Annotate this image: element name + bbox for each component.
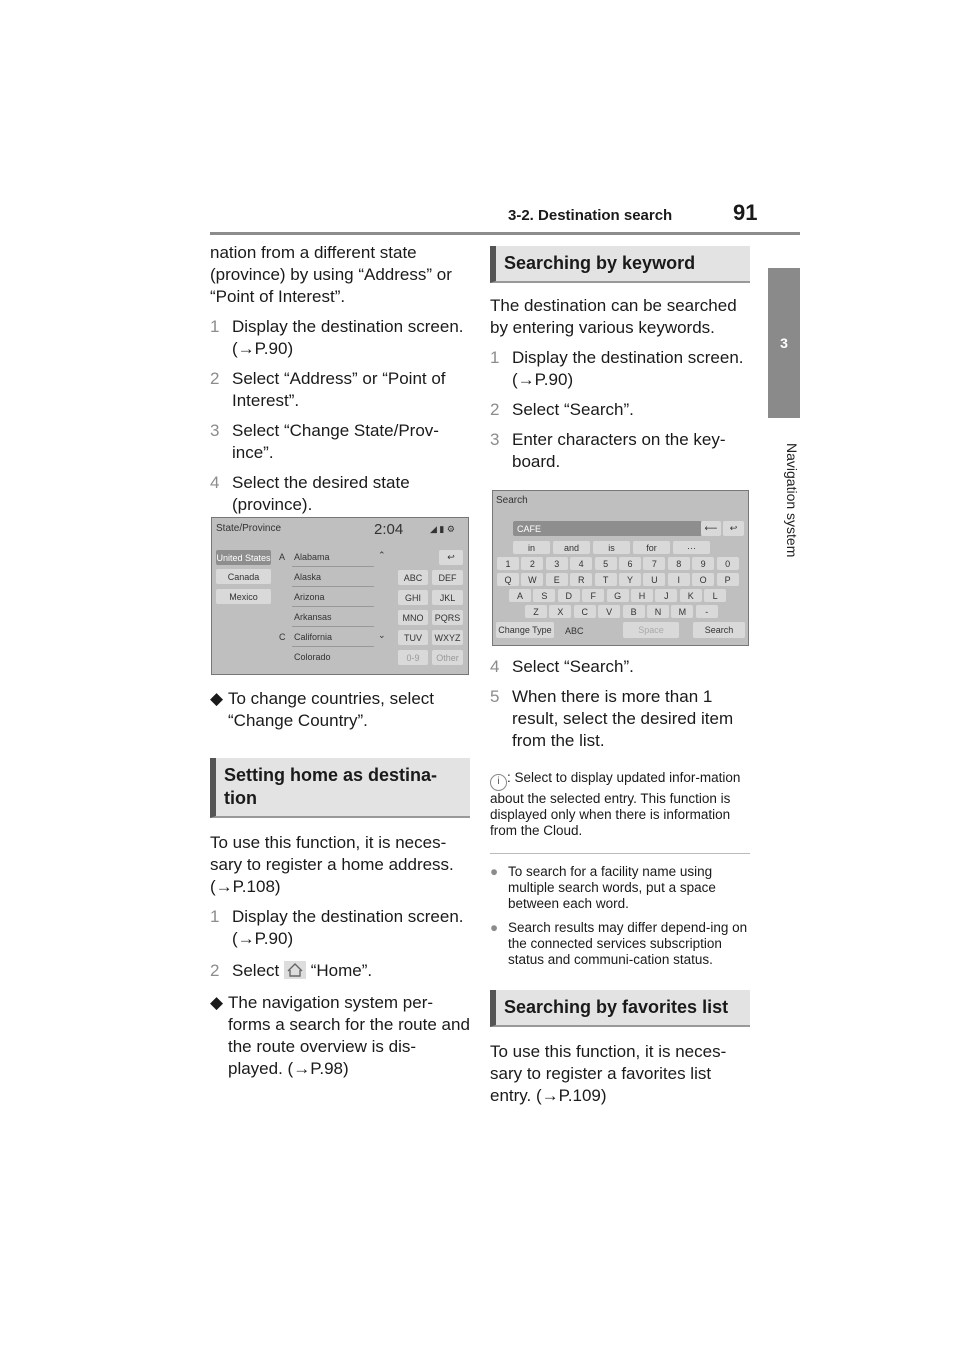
step: 1 Display the destination screen. (→P.90) xyxy=(210,317,464,358)
suggestion[interactable]: and xyxy=(553,541,590,554)
step: 5 When there is more than 1 result, select the desired item from the list. xyxy=(490,687,734,750)
key-J[interactable]: J xyxy=(655,589,677,602)
key-L[interactable]: L xyxy=(704,589,726,602)
right-column-lower xyxy=(490,648,750,1107)
key-V[interactable]: V xyxy=(598,605,620,618)
state-item[interactable]: Alabama xyxy=(294,552,330,562)
key-I[interactable]: I xyxy=(668,573,690,586)
key-T[interactable]: T xyxy=(595,573,617,586)
key-U[interactable]: U xyxy=(643,573,665,586)
section-heading: Searching by favorites list xyxy=(490,990,750,1027)
header-rule xyxy=(210,232,800,235)
step: 2 Select “Home”. xyxy=(210,961,373,980)
state-item[interactable]: Arkansas xyxy=(294,612,332,622)
divider xyxy=(490,853,750,854)
key-pqrs[interactable]: PQRS xyxy=(432,610,463,625)
info-icon: i xyxy=(490,774,507,791)
key-R[interactable]: R xyxy=(570,573,592,586)
key-P[interactable]: P xyxy=(717,573,739,586)
step: 2 Select “Search”. xyxy=(490,400,634,419)
key-def[interactable]: DEF xyxy=(432,570,463,585)
letter-c: C xyxy=(279,632,286,642)
key-W[interactable]: W xyxy=(521,573,543,586)
page-number: 91 xyxy=(733,200,758,225)
section-heading: Searching by keyword xyxy=(490,246,750,283)
input-mode-label: ABC xyxy=(565,626,584,636)
key-8[interactable]: 8 xyxy=(668,557,690,570)
key-D[interactable]: D xyxy=(558,589,580,602)
step: 1 Display the destination screen. (→P.90) xyxy=(210,907,464,948)
change-type-button[interactable]: Change Type xyxy=(496,622,554,638)
space-button[interactable]: Space xyxy=(623,622,679,638)
chapter-tab: 3 xyxy=(768,268,800,418)
keyword-intro: The destination can be searched by entering various keywords. xyxy=(490,296,737,337)
key-O[interactable]: O xyxy=(692,573,714,586)
key-tuv[interactable]: TUV xyxy=(398,630,428,645)
key-K[interactable]: K xyxy=(680,589,702,602)
country-mexico[interactable]: Mexico xyxy=(216,589,271,604)
state-item[interactable]: Alaska xyxy=(294,572,322,582)
search-button[interactable]: Search xyxy=(693,622,745,638)
key-other[interactable]: Other xyxy=(432,650,463,665)
note-item: ● Search results may differ depend-ing on the connected services subscription status and communi-cation status. xyxy=(490,919,748,967)
key-N[interactable]: N xyxy=(647,605,669,618)
suggestion[interactable]: in xyxy=(513,541,550,554)
info-note: i : Select to display updated infor-mation about the selected entry. This function is displayed only when there is information from the Cloud. xyxy=(490,770,741,838)
left-column xyxy=(210,242,470,516)
step: 2 Select “Address” or “Point of Interest”. xyxy=(210,369,446,410)
key-2[interactable]: 2 xyxy=(521,557,543,570)
key-4[interactable]: 4 xyxy=(570,557,592,570)
key-Y[interactable]: Y xyxy=(619,573,641,586)
step: 4 Select “Search”. xyxy=(490,657,634,676)
bullet-item: ◆ To change countries, select “Change Country”. xyxy=(210,689,435,730)
search-keyboard-screenshot xyxy=(492,490,749,646)
key--[interactable]: - xyxy=(696,605,718,618)
key-G[interactable]: G xyxy=(607,589,629,602)
suggestion[interactable]: is xyxy=(593,541,630,554)
key-F[interactable]: F xyxy=(582,589,604,602)
country-united-states[interactable]: United States xyxy=(216,550,271,565)
key-M[interactable]: M xyxy=(671,605,693,618)
search-input[interactable]: CAFE xyxy=(513,521,702,536)
note-item: ● To search for a facility name using multiple search words, put a space between each word. xyxy=(490,863,716,911)
suggestion[interactable]: ··· xyxy=(673,541,710,554)
step: 4 Select the desired state (province). xyxy=(210,473,410,514)
key-B[interactable]: B xyxy=(623,605,645,618)
key-6[interactable]: 6 xyxy=(619,557,641,570)
step: 3 Enter characters on the key-board. xyxy=(490,430,726,471)
state-province-screenshot xyxy=(211,517,469,675)
key-ghi[interactable]: GHI xyxy=(398,590,428,605)
section-heading: Setting home as destina-tion xyxy=(210,758,470,818)
bullet-item: ◆ The navigation system per-forms a search for the route and the route overview is dis-played. (→P.98) xyxy=(210,993,470,1078)
step: 3 Select “Change State/Prov-ince”. xyxy=(210,421,439,462)
left-column-lower xyxy=(210,680,470,1080)
key-Q[interactable]: Q xyxy=(497,573,519,586)
key-X[interactable]: X xyxy=(549,605,571,618)
key-1[interactable]: 1 xyxy=(497,557,519,570)
step: 1 Display the destination screen. (→P.90) xyxy=(490,348,744,389)
country-canada[interactable]: Canada xyxy=(216,569,271,584)
key-9[interactable]: 9 xyxy=(692,557,714,570)
state-item[interactable]: California xyxy=(294,632,333,642)
chapter-label: Navigation system xyxy=(784,442,800,558)
state-item[interactable]: Arizona xyxy=(294,592,325,602)
status-icons: ◢ ▮ ⚙ xyxy=(430,524,455,534)
state-item[interactable]: Colorado xyxy=(294,652,331,662)
suggestion[interactable]: for xyxy=(633,541,670,554)
key-5[interactable]: 5 xyxy=(595,557,617,570)
key-0[interactable]: 0 xyxy=(717,557,739,570)
key-0-9[interactable]: 0-9 xyxy=(398,650,428,665)
screen-title: Search xyxy=(496,495,528,506)
clock: 2:04 xyxy=(374,521,404,538)
home-icon xyxy=(284,961,306,979)
home-intro: To use this function, it is neces-sary to register a home address. (→P.108) xyxy=(210,833,454,896)
key-3[interactable]: 3 xyxy=(546,557,568,570)
key-C[interactable]: C xyxy=(574,605,596,618)
scroll-up-icon[interactable]: ⌃ xyxy=(378,550,386,560)
screen-title: State/Province xyxy=(216,523,282,534)
letter-a: A xyxy=(279,552,286,562)
key-Z[interactable]: Z xyxy=(525,605,547,618)
key-abc[interactable]: ABC xyxy=(398,570,428,585)
key-S[interactable]: S xyxy=(533,589,555,602)
key-mno[interactable]: MNO xyxy=(398,610,428,625)
backspace-icon[interactable]: ⟵ xyxy=(701,521,721,536)
back-button[interactable]: ↩ xyxy=(439,550,463,565)
key-7[interactable]: 7 xyxy=(643,557,665,570)
key-jkl[interactable]: JKL xyxy=(432,590,463,605)
right-column xyxy=(490,236,750,473)
section-title: 3-2. Destination search xyxy=(508,207,673,224)
key-H[interactable]: H xyxy=(631,589,653,602)
key-wxyz[interactable]: WXYZ xyxy=(432,630,463,645)
key-A[interactable]: A xyxy=(509,589,531,602)
scroll-down-icon[interactable]: ⌄ xyxy=(378,630,386,640)
key-E[interactable]: E xyxy=(546,573,568,586)
favorites-intro: To use this function, it is neces-sary to register a favorites list entry. (→P.109) xyxy=(490,1041,727,1105)
intro-text: nation from a different state (province) by using “Address” or “Point of Interest”. xyxy=(210,243,452,306)
back-button[interactable]: ↩ xyxy=(723,521,744,536)
